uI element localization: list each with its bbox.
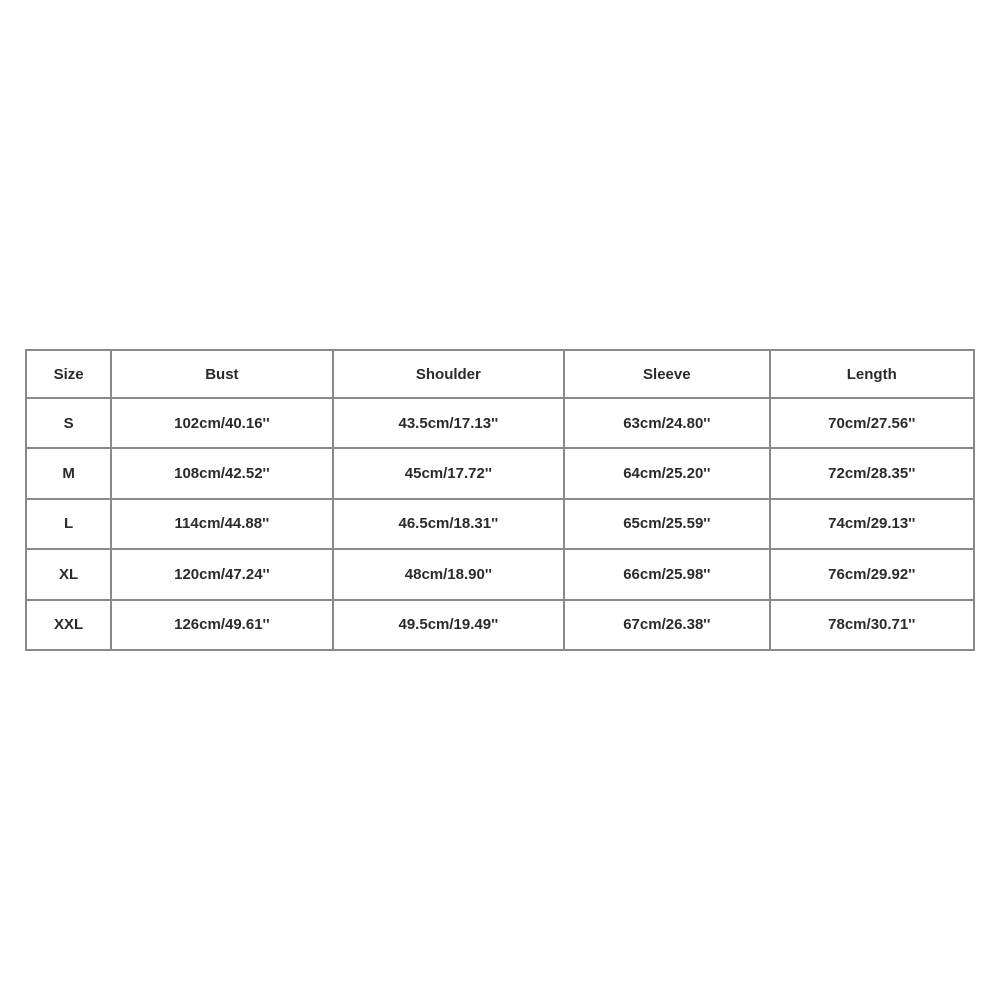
cell-sleeve: 66cm/25.98''	[564, 549, 769, 599]
cell-length: 74cm/29.13''	[770, 499, 974, 549]
cell-bust: 102cm/40.16''	[111, 398, 332, 448]
table-row	[26, 448, 974, 498]
header-shoulder: Shoulder	[333, 350, 564, 398]
cell-length: 70cm/27.56''	[770, 398, 974, 448]
cell-size: XXL	[26, 600, 111, 650]
cell-shoulder: 48cm/18.90''	[333, 549, 564, 599]
cell-sleeve: 67cm/26.38''	[564, 600, 769, 650]
cell-sleeve: 64cm/25.20''	[564, 448, 769, 498]
cell-length: 78cm/30.71''	[770, 600, 974, 650]
cell-length: 72cm/28.35''	[770, 448, 974, 498]
cell-shoulder: 45cm/17.72''	[333, 448, 564, 498]
header-row	[26, 350, 974, 398]
cell-length: 76cm/29.92''	[770, 549, 974, 599]
cell-size: M	[26, 448, 111, 498]
cell-bust: 126cm/49.61''	[111, 600, 332, 650]
header-bust: Bust	[111, 350, 332, 398]
cell-bust: 114cm/44.88''	[111, 499, 332, 549]
cell-size: XL	[26, 549, 111, 599]
header-size: Size	[26, 350, 111, 398]
cell-shoulder: 46.5cm/18.31''	[333, 499, 564, 549]
header-length: Length	[770, 350, 974, 398]
table-row	[26, 499, 974, 549]
cell-shoulder: 49.5cm/19.49''	[333, 600, 564, 650]
table-row	[26, 398, 974, 448]
size-chart-table	[25, 349, 975, 651]
cell-bust: 120cm/47.24''	[111, 549, 332, 599]
header-sleeve: Sleeve	[564, 350, 769, 398]
cell-sleeve: 63cm/24.80''	[564, 398, 769, 448]
cell-size: S	[26, 398, 111, 448]
cell-shoulder: 43.5cm/17.13''	[333, 398, 564, 448]
cell-bust: 108cm/42.52''	[111, 448, 332, 498]
table-row	[26, 600, 974, 650]
table-row	[26, 549, 974, 599]
cell-size: L	[26, 499, 111, 549]
cell-sleeve: 65cm/25.59''	[564, 499, 769, 549]
